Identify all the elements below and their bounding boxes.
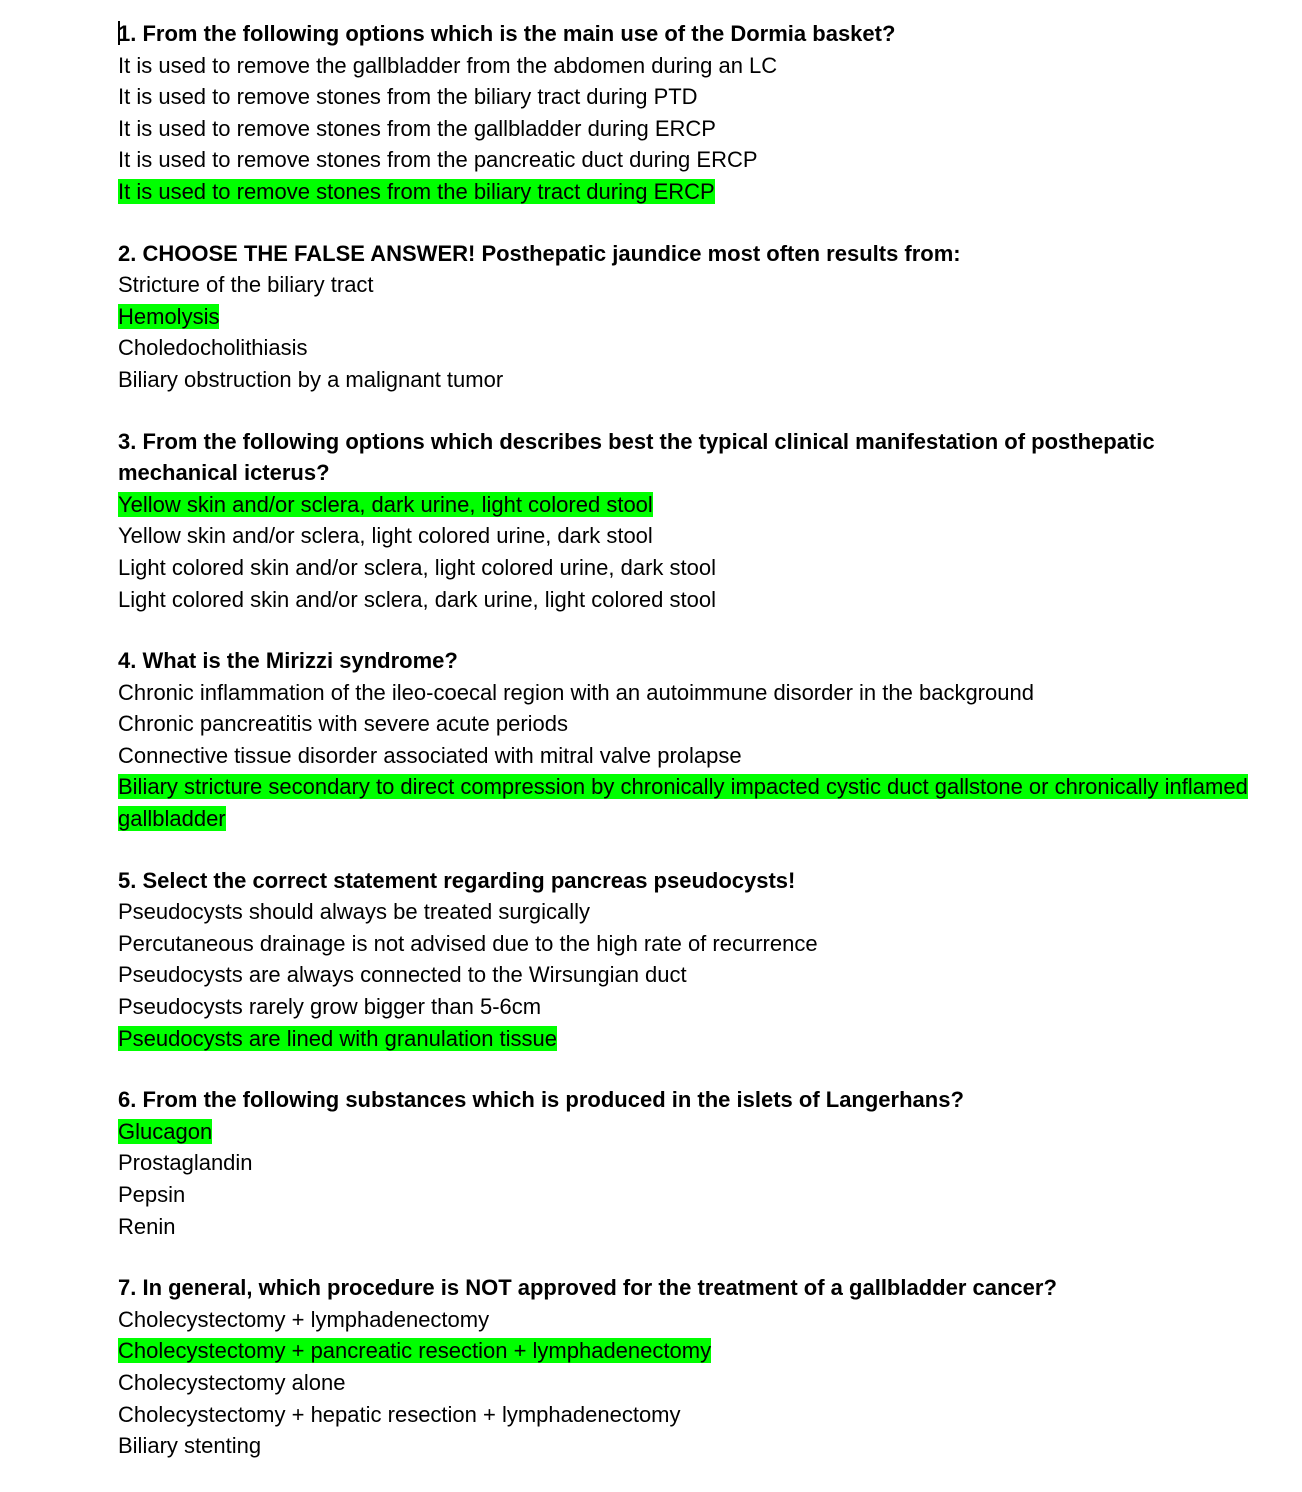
question-title: 4. What is the Mirizzi syndrome?	[118, 648, 458, 674]
answer-option-highlighted: Glucagon	[118, 1118, 213, 1144]
answer-option: Pseudocysts are always connected to the Wirsungian duct	[118, 962, 687, 988]
answer-option-highlighted: Yellow skin and/or sclera, dark urine, light colored stool	[118, 491, 653, 517]
question-3	[118, 426, 1268, 616]
answer-option: Stricture of the biliary tract	[118, 272, 374, 298]
answer-option: Pseudocysts should always be treated surgically	[118, 899, 591, 925]
question-1	[118, 18, 1268, 208]
question-4	[118, 645, 1268, 835]
answer-option: Prostaglandin	[118, 1150, 253, 1176]
answer-option: It is used to remove stones from the biliary tract during PTD	[118, 84, 698, 110]
answer-option: Light colored skin and/or sclera, light colored urine, dark stool	[118, 554, 716, 580]
answer-option: Biliary obstruction by a malignant tumor	[118, 366, 504, 392]
answer-option: Yellow skin and/or sclera, light colored urine, dark stool	[118, 523, 653, 549]
question-6	[118, 1084, 1268, 1242]
answer-option: Choledocholithiasis	[118, 335, 308, 361]
answer-option: Pepsin	[118, 1182, 186, 1207]
question-title: 6. From the following substances which is produced in the islets of Langerhans?	[118, 1087, 964, 1113]
question-2	[118, 238, 1268, 396]
answer-option-highlighted: Pseudocysts are lined with granulation tissue	[118, 1025, 558, 1051]
answer-option-highlighted: Biliary stricture secondary to direct compression by chronically impacted cystic duct gallstone or chronically inflamed gallbladder	[118, 774, 1248, 832]
answer-option: Chronic pancreatitis with severe acute periods	[118, 711, 569, 737]
answer-option: Connective tissue disorder associated with mitral valve prolapse	[118, 742, 742, 768]
answer-option: Percutaneous drainage is not advised due to the high rate of recurrence	[118, 930, 818, 956]
answer-option: Cholecystectomy + lymphadenectomy	[118, 1306, 490, 1332]
document-body	[118, 18, 1268, 1492]
question-5	[118, 865, 1268, 1055]
answer-option-highlighted: Hemolysis	[118, 303, 220, 329]
answer-option: Cholecystectomy alone	[118, 1369, 346, 1395]
answer-option: Light colored skin and/or sclera, dark urine, light colored stool	[118, 586, 716, 612]
question-7	[118, 1272, 1268, 1462]
answer-option-highlighted: Cholecystectomy + pancreatic resection + lymphadenectomy	[118, 1338, 712, 1364]
answer-option: Pseudocysts rarely grow bigger than 5-6cm	[118, 994, 542, 1020]
answer-option: It is used to remove stones from the pancreatic duct during ERCP	[118, 147, 758, 173]
answer-option: Biliary stenting	[118, 1433, 262, 1459]
answer-option: Cholecystectomy + hepatic resection + lymphadenectomy	[118, 1401, 681, 1427]
question-title: 1. From the following options which is the main use of the Dormia basket?	[118, 21, 896, 46]
answer-option: Renin	[118, 1213, 176, 1239]
answer-option: It is used to remove stones from the gallbladder during ERCP	[118, 115, 716, 141]
answer-option-highlighted: It is used to remove stones from the biliary tract during ERCP	[118, 178, 715, 204]
answer-option: It is used to remove the gallbladder from the abdomen during an LC	[118, 52, 778, 78]
question-title: 5. Select the correct statement regarding pancreas pseudocysts!	[118, 867, 796, 893]
question-title: 7. In general, which procedure is NOT approved for the treatment of a gallbladder cancer?	[118, 1275, 1057, 1301]
question-title: 3. From the following options which describes best the typical clinical manifestation of posthepatic mechanical icterus?	[118, 428, 1155, 486]
question-title: 2. CHOOSE THE FALSE ANSWER! Posthepatic jaundice most often results from:	[118, 240, 961, 266]
answer-option: Chronic inflammation of the ileo-coecal region with an autoimmune disorder in the background	[118, 679, 1034, 705]
